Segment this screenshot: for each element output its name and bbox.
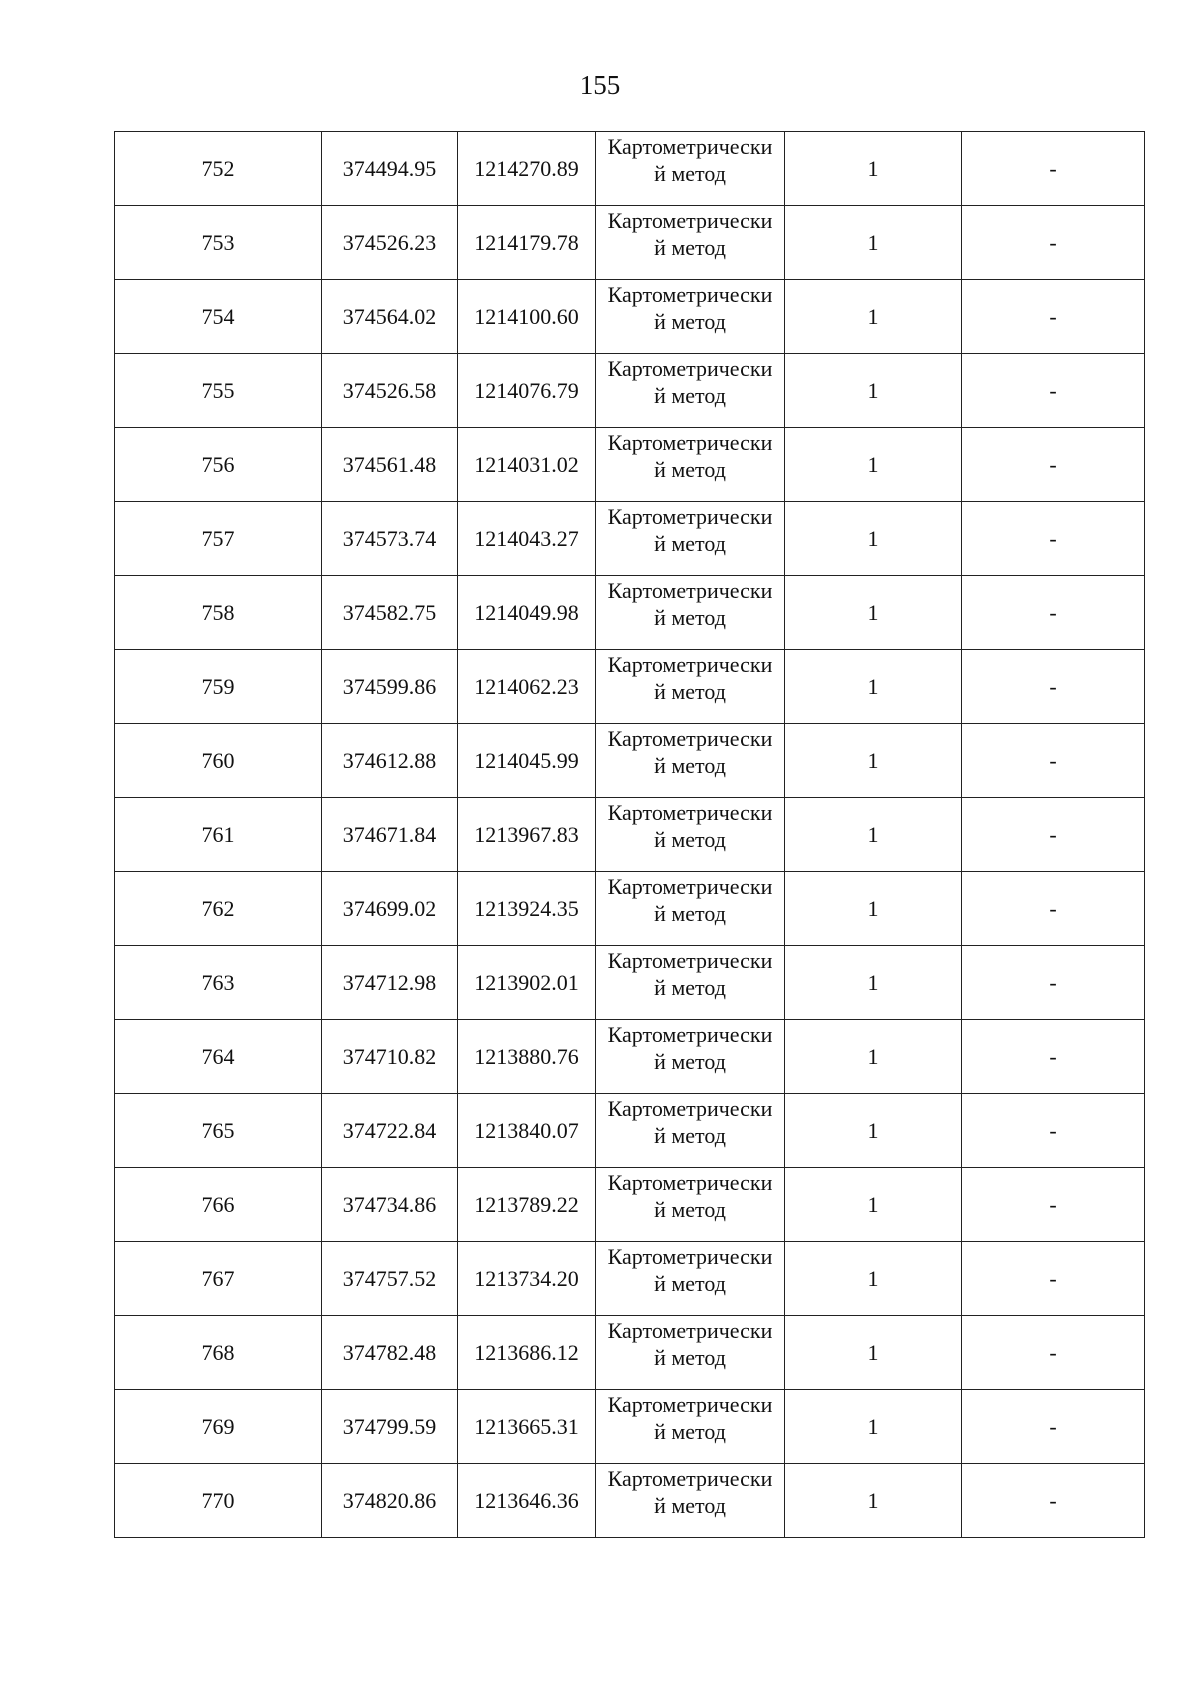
method-cell (596, 798, 785, 872)
method-cell (596, 1464, 785, 1538)
point-number-cell: 762 (115, 872, 322, 946)
method-text-line-2: й метод (654, 531, 726, 556)
method-text-line-2: й метод (654, 1493, 726, 1518)
method-cell (596, 1316, 785, 1390)
table-row (115, 576, 1145, 650)
method-cell (596, 1390, 785, 1464)
coordinate-x-cell: 374671.84 (322, 798, 458, 872)
point-number-cell: 768 (115, 1316, 322, 1390)
method-cell (596, 502, 785, 576)
point-number-cell: 766 (115, 1168, 322, 1242)
point-number-cell: 765 (115, 1094, 322, 1168)
coordinate-y-cell: 1213686.12 (458, 1316, 596, 1390)
point-number-cell: 752 (115, 132, 322, 206)
method-text-line-2: й метод (654, 161, 726, 186)
point-number-cell: 767 (115, 1242, 322, 1316)
method-text-line-1: Картометрически (607, 652, 773, 677)
method-text-line-2: й метод (654, 753, 726, 778)
coordinate-y-cell: 1213880.76 (458, 1020, 596, 1094)
method-text-line-2: й метод (654, 975, 726, 1000)
point-number-cell: 769 (115, 1390, 322, 1464)
coordinate-y-cell: 1214049.98 (458, 576, 596, 650)
method-cell (596, 1242, 785, 1316)
method-text-line-1: Картометрически (607, 1318, 773, 1343)
coordinate-y-cell: 1214031.02 (458, 428, 596, 502)
description-cell: - (962, 724, 1145, 798)
description-cell: - (962, 354, 1145, 428)
method-text-line-1: Картометрически (607, 282, 773, 307)
description-cell: - (962, 1020, 1145, 1094)
coordinate-x-cell: 374494.95 (322, 132, 458, 206)
point-number-cell: 770 (115, 1464, 322, 1538)
method-cell (596, 872, 785, 946)
coordinate-x-cell: 374526.23 (322, 206, 458, 280)
accuracy-cell: 1 (785, 650, 962, 724)
method-text-line-1: Картометрически (607, 1022, 773, 1047)
point-number-cell: 763 (115, 946, 322, 1020)
method-text-line-1: Картометрически (607, 1244, 773, 1269)
method-text-line-1: Картометрически (607, 430, 773, 455)
accuracy-cell: 1 (785, 280, 962, 354)
point-number-cell: 758 (115, 576, 322, 650)
method-cell (596, 280, 785, 354)
coordinate-y-cell: 1214270.89 (458, 132, 596, 206)
accuracy-cell: 1 (785, 502, 962, 576)
coordinate-y-cell: 1214100.60 (458, 280, 596, 354)
description-cell: - (962, 428, 1145, 502)
method-cell (596, 1020, 785, 1094)
accuracy-cell: 1 (785, 206, 962, 280)
point-number-cell: 753 (115, 206, 322, 280)
method-text-line-1: Картометрически (607, 504, 773, 529)
description-cell: - (962, 1168, 1145, 1242)
method-text-line-2: й метод (654, 1049, 726, 1074)
coordinate-y-cell: 1214043.27 (458, 502, 596, 576)
method-text-line-2: й метод (654, 1419, 726, 1444)
coordinate-x-cell: 374757.52 (322, 1242, 458, 1316)
method-cell (596, 206, 785, 280)
description-cell: - (962, 1390, 1145, 1464)
description-cell: - (962, 1242, 1145, 1316)
coordinate-x-cell: 374799.59 (322, 1390, 458, 1464)
method-cell (596, 946, 785, 1020)
method-text-line-2: й метод (654, 1123, 726, 1148)
method-text-line-1: Картометрически (607, 874, 773, 899)
table-row (115, 354, 1145, 428)
table-row (115, 428, 1145, 502)
method-cell (596, 132, 785, 206)
method-cell (596, 576, 785, 650)
method-text-line-1: Картометрически (607, 1096, 773, 1121)
method-text-line-1: Картометрически (607, 948, 773, 973)
method-text-line-1: Картометрически (607, 1392, 773, 1417)
coordinate-x-cell: 374561.48 (322, 428, 458, 502)
coordinate-y-cell: 1213924.35 (458, 872, 596, 946)
table-row (115, 724, 1145, 798)
coordinate-y-cell: 1214179.78 (458, 206, 596, 280)
description-cell: - (962, 798, 1145, 872)
accuracy-cell: 1 (785, 946, 962, 1020)
method-text-line-2: й метод (654, 605, 726, 630)
accuracy-cell: 1 (785, 724, 962, 798)
coordinate-x-cell: 374564.02 (322, 280, 458, 354)
method-text-line-2: й метод (654, 827, 726, 852)
description-cell: - (962, 650, 1145, 724)
description-cell: - (962, 1464, 1145, 1538)
method-cell (596, 428, 785, 502)
coordinate-y-cell: 1213789.22 (458, 1168, 596, 1242)
point-number-cell: 756 (115, 428, 322, 502)
table-row (115, 1020, 1145, 1094)
description-cell: - (962, 132, 1145, 206)
method-text-line-1: Картометрически (607, 208, 773, 233)
method-text-line-2: й метод (654, 383, 726, 408)
coordinate-y-cell: 1213646.36 (458, 1464, 596, 1538)
method-text-line-2: й метод (654, 1271, 726, 1296)
coordinate-y-cell: 1213902.01 (458, 946, 596, 1020)
method-text-line-1: Картометрически (607, 1170, 773, 1195)
point-number-cell: 764 (115, 1020, 322, 1094)
method-cell (596, 1094, 785, 1168)
table-row (115, 1316, 1145, 1390)
accuracy-cell: 1 (785, 1094, 962, 1168)
method-cell (596, 354, 785, 428)
method-text-line-2: й метод (654, 1197, 726, 1222)
table-row (115, 650, 1145, 724)
coordinate-x-cell: 374712.98 (322, 946, 458, 1020)
method-text-line-2: й метод (654, 457, 726, 482)
coordinate-x-cell: 374820.86 (322, 1464, 458, 1538)
accuracy-cell: 1 (785, 1390, 962, 1464)
method-cell (596, 1168, 785, 1242)
table-row (115, 946, 1145, 1020)
point-number-cell: 757 (115, 502, 322, 576)
table-row (115, 1168, 1145, 1242)
coordinate-y-cell: 1214062.23 (458, 650, 596, 724)
method-text-line-2: й метод (654, 235, 726, 260)
method-text-line-1: Картометрически (607, 800, 773, 825)
description-cell: - (962, 502, 1145, 576)
description-cell: - (962, 946, 1145, 1020)
coordinate-x-cell: 374582.75 (322, 576, 458, 650)
accuracy-cell: 1 (785, 1242, 962, 1316)
method-text-line-2: й метод (654, 679, 726, 704)
description-cell: - (962, 1316, 1145, 1390)
method-cell (596, 724, 785, 798)
accuracy-cell: 1 (785, 1168, 962, 1242)
point-number-cell: 761 (115, 798, 322, 872)
point-number-cell: 755 (115, 354, 322, 428)
accuracy-cell: 1 (785, 1020, 962, 1094)
description-cell: - (962, 280, 1145, 354)
method-text-line-2: й метод (654, 1345, 726, 1370)
method-text-line-2: й метод (654, 309, 726, 334)
coordinate-y-cell: 1213840.07 (458, 1094, 596, 1168)
accuracy-cell: 1 (785, 1464, 962, 1538)
accuracy-cell: 1 (785, 872, 962, 946)
coordinate-x-cell: 374734.86 (322, 1168, 458, 1242)
table-row (115, 872, 1145, 946)
method-cell (596, 650, 785, 724)
accuracy-cell: 1 (785, 798, 962, 872)
coordinate-x-cell: 374782.48 (322, 1316, 458, 1390)
page-number: 155 (579, 70, 621, 100)
description-cell: - (962, 576, 1145, 650)
coordinate-x-cell: 374722.84 (322, 1094, 458, 1168)
point-number-cell: 759 (115, 650, 322, 724)
method-text-line-2: й метод (654, 901, 726, 926)
point-number-cell: 754 (115, 280, 322, 354)
coordinate-x-cell: 374699.02 (322, 872, 458, 946)
coordinate-y-cell: 1213967.83 (458, 798, 596, 872)
coordinates-table (114, 131, 1145, 1538)
table-row (115, 798, 1145, 872)
method-text-line-1: Картометрически (607, 134, 773, 159)
coordinate-y-cell: 1213734.20 (458, 1242, 596, 1316)
coordinates-table-body (115, 132, 1145, 1538)
accuracy-cell: 1 (785, 132, 962, 206)
coordinate-y-cell: 1214045.99 (458, 724, 596, 798)
table-row (115, 502, 1145, 576)
table-row (115, 1464, 1145, 1538)
table-row (115, 206, 1145, 280)
table-row (115, 1390, 1145, 1464)
description-cell: - (962, 206, 1145, 280)
table-row (115, 280, 1145, 354)
coordinate-x-cell: 374710.82 (322, 1020, 458, 1094)
coordinate-y-cell: 1213665.31 (458, 1390, 596, 1464)
coordinate-x-cell: 374612.88 (322, 724, 458, 798)
coordinate-x-cell: 374526.58 (322, 354, 458, 428)
accuracy-cell: 1 (785, 576, 962, 650)
point-number-cell: 760 (115, 724, 322, 798)
method-text-line-1: Картометрически (607, 356, 773, 381)
coordinate-x-cell: 374599.86 (322, 650, 458, 724)
description-cell: - (962, 872, 1145, 946)
method-text-line-1: Картометрически (607, 1466, 773, 1491)
accuracy-cell: 1 (785, 1316, 962, 1390)
accuracy-cell: 1 (785, 428, 962, 502)
table-row (115, 1094, 1145, 1168)
accuracy-cell: 1 (785, 354, 962, 428)
method-text-line-1: Картометрически (607, 578, 773, 603)
coordinate-x-cell: 374573.74 (322, 502, 458, 576)
coordinate-y-cell: 1214076.79 (458, 354, 596, 428)
method-text-line-1: Картометрически (607, 726, 773, 751)
table-row (115, 1242, 1145, 1316)
description-cell: - (962, 1094, 1145, 1168)
table-row (115, 132, 1145, 206)
